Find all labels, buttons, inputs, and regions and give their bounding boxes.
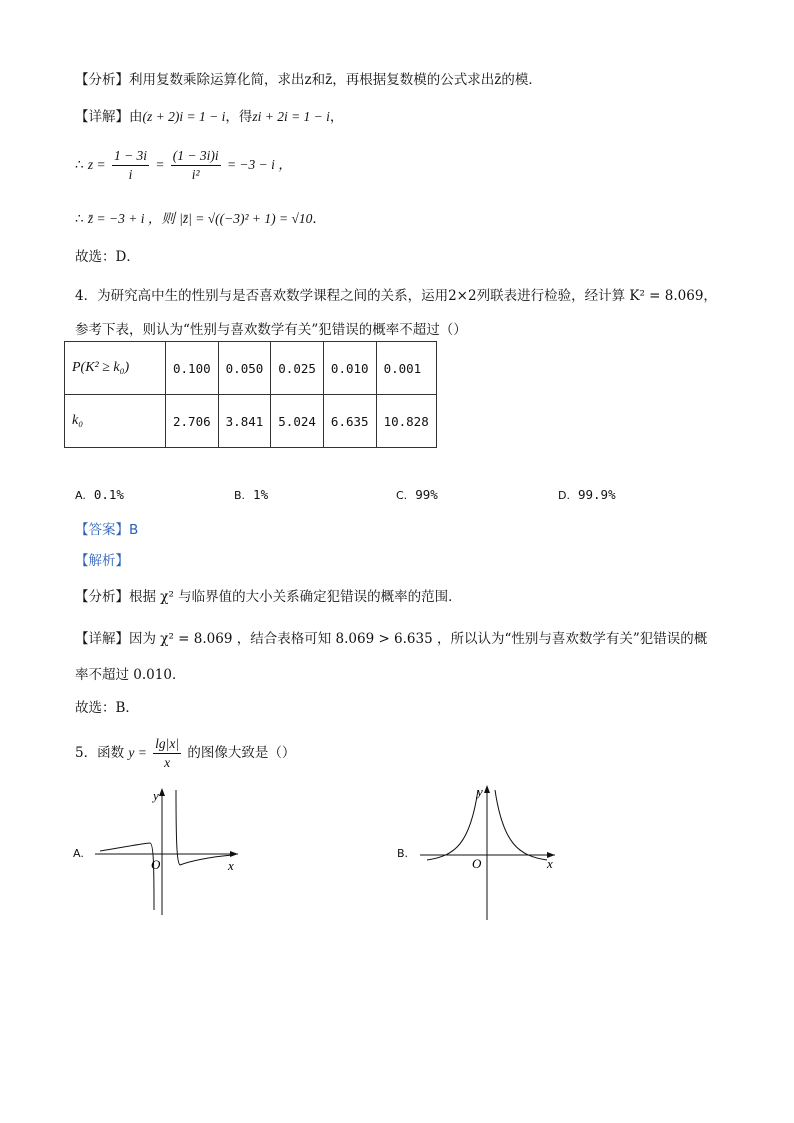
q3-frac1-num: 1 − 3i [112,147,149,166]
answer-label: 【答案】B [75,522,139,538]
q3-z-result: = −3 − i ， [226,157,292,172]
q5-prefix: 5．函数 [75,745,125,761]
x-axis-label: x [547,856,553,871]
q3-eq1: (z + 2)i = 1 − i [142,109,226,124]
table-row [65,342,437,395]
critical-value-table [64,341,437,448]
q3-mod-tail: ． [312,211,326,227]
graph-a-label[interactable]: A. [73,847,84,860]
q3-frac1-den: i [128,167,133,182]
q3-eq2: zi + 2i = 1 − i [252,109,330,124]
q3-frac1 [112,147,149,184]
option-c[interactable]: C. 99% [396,487,438,502]
q3-frac2-num: (1 − 3i)i [171,147,221,166]
table-cell: 0.050 [218,342,271,395]
table-cell: 6.635 [323,395,376,448]
graph-b-label[interactable]: B. [397,847,409,860]
graph-b [415,782,565,922]
graph-a [90,785,250,920]
option-d[interactable]: D. 99.9% [558,487,616,502]
y-axis-label: y [153,788,159,803]
table-cell: 10.828 [376,395,436,448]
q5-suffix: 的图像大致是（） [187,745,296,761]
y-axis-label: y [477,784,483,799]
q3-therefore-2: ∴ [75,211,84,227]
table-cell: 3.841 [218,395,271,448]
option-b[interactable]: B. 1% [234,487,269,502]
q5-frac [153,735,181,772]
table-cell: 0.001 [376,342,436,395]
table-cell: 0.010 [323,342,376,395]
q3-eq2-tail: ， [329,109,344,125]
option-a[interactable]: A. 0.1% [75,487,124,502]
table-row [65,395,437,448]
q3-frac2 [171,147,221,184]
q3-detail-prefix: 【详解】由 [75,109,143,125]
q3-z-eq: z = [87,157,106,172]
x-axis-arrow-icon [230,851,238,857]
curve-right [495,790,547,860]
q3-zbar-line: z̄ = −3 + i ，则 [87,211,175,226]
q4-stem-line2: 参考下表，则认为“性别与喜欢数学有关”犯错误的概率不超过（） [75,322,467,338]
q3-frac2-den: i² [191,167,200,182]
curve-left [100,843,154,910]
y-axis-arrow-icon [159,788,165,796]
q3-therefore-1: ∴ [75,157,84,173]
table-cell: 0.025 [271,342,324,395]
q4-detail-1: 【详解】因为 χ² = 8.069 ，结合表格可知 8.069 > 6.635 ，所以认为“性别与喜欢数学有关”犯错误的概 [75,631,708,647]
q4-detail-2: 率不超过 0.010． [75,667,186,683]
q3-choice: 故选：D． [75,249,140,265]
y-axis-arrow-icon [484,785,490,793]
origin-label: O [151,857,161,872]
curve-left [427,790,478,860]
table-cell: 5.024 [271,395,324,448]
table-row-head: P(K² ≥ k₀) [65,342,166,395]
x-axis-label: x [228,858,234,873]
table-row-head: k₀ [65,395,166,448]
explain-label: 【解析】 [75,553,129,569]
q4-choice: 故选：B． [75,700,139,716]
q5-frac-num: lg|x| [153,735,181,754]
q3-analysis: 【分析】利用复数乘除运算化简，求出z和z̄，再根据复数模的公式求出z̄的模． [75,72,542,88]
q4-stem-line1: 4．为研究高中生的性别与是否喜欢数学课程之间的关系，运用2×2列联表进行检验，经计算 K² = 8.069， [75,288,717,304]
q3-mod-expr: |z̄| = √((−3)² + 1) = √10 [179,211,313,226]
q3-detail-line [75,105,343,125]
q3-eq1-mid: ，得 [225,109,253,125]
q3-mod-line [75,207,326,227]
q5-y-eq: y = [128,745,147,760]
q5-stem [75,735,295,772]
table-cell: 2.706 [166,395,219,448]
table-cell: 0.100 [166,342,219,395]
origin-label: O [472,856,482,871]
q3-z-line: ∴ z = $\frac{1 - 3i}{i}$ = $\frac{(1 - 3i)i}{\text{i²}}$ = −3 − i ， [75,148,292,182]
q5-frac-den: x [164,755,171,770]
q4-analysis: 【分析】根据 χ² 与临界值的大小关系确定犯错误的概率的范围． [75,589,462,605]
